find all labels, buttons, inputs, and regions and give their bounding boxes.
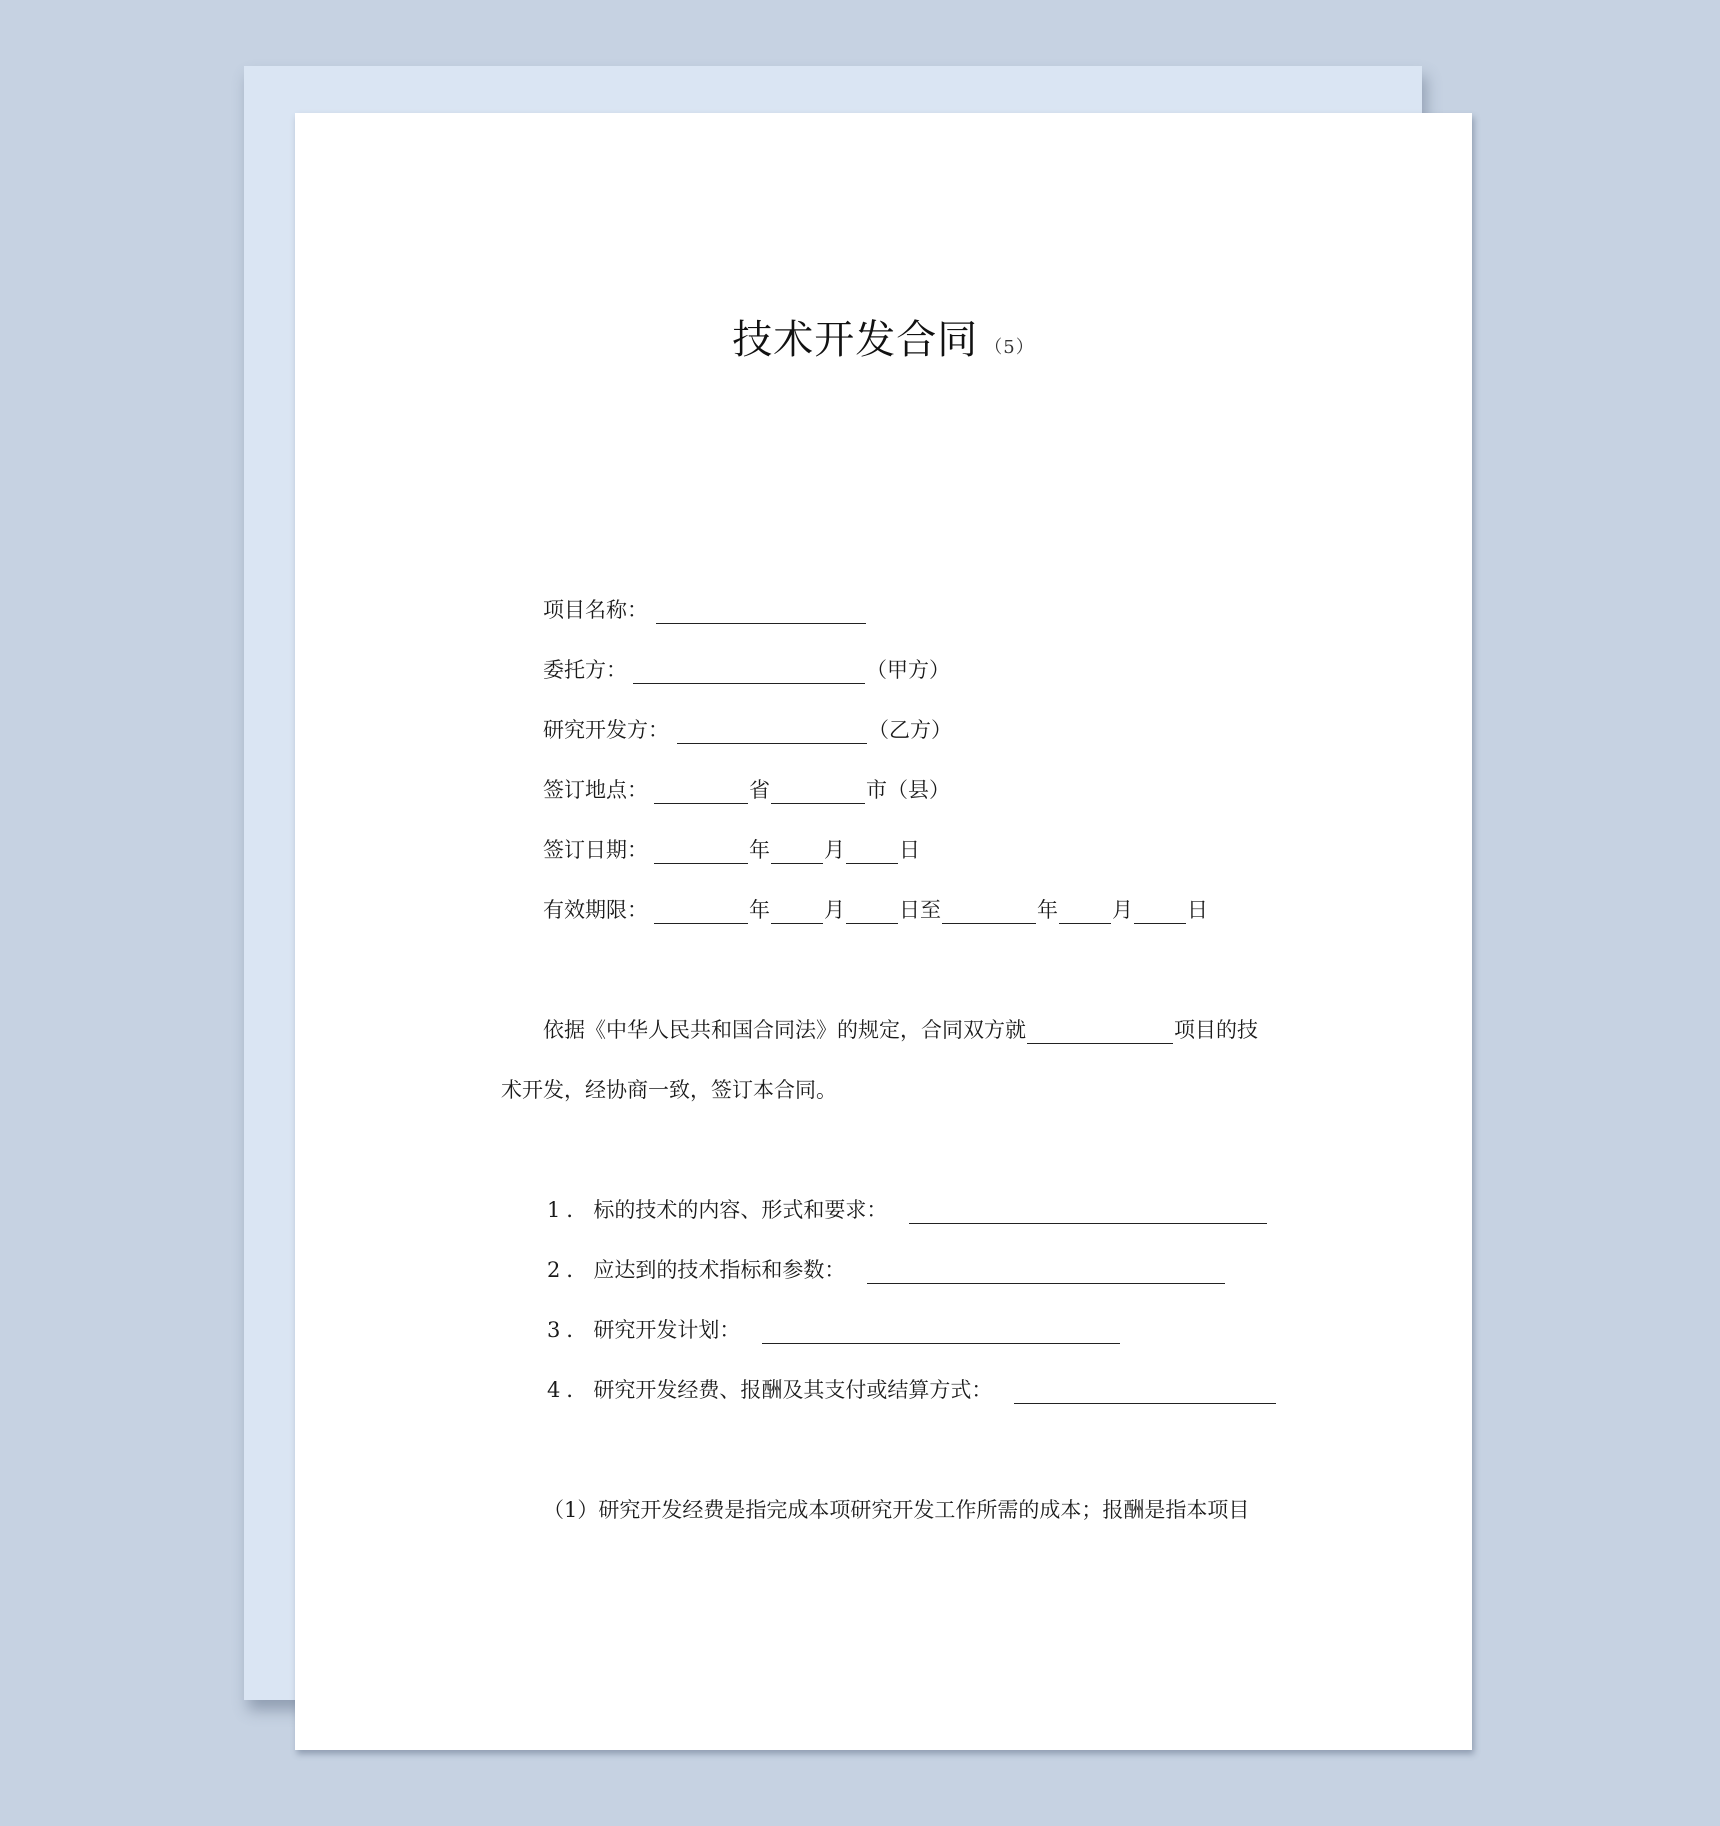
clause-number: 3． (547, 1318, 594, 1342)
preamble-line-2 (501, 1076, 837, 1104)
month-label: 月 (824, 838, 845, 862)
month-blank[interactable] (771, 841, 823, 864)
day-label: 日 (1187, 898, 1208, 922)
clause-3-blank[interactable] (762, 1321, 1120, 1344)
subclause-number: （1） (543, 1498, 599, 1522)
field-client (543, 656, 950, 684)
clause-4 (547, 1376, 1277, 1404)
preamble-text: 术开发，经协商一致，签订本合同。 (501, 1078, 837, 1102)
field-suffix: （乙方） (868, 718, 952, 742)
field-developer (543, 716, 952, 744)
city-label: 市（县） (866, 778, 950, 802)
clause-4-blank[interactable] (1014, 1381, 1276, 1404)
preamble-line-1 (543, 1016, 1258, 1044)
document-page (295, 113, 1472, 1750)
clause-number: 2． (547, 1258, 594, 1282)
start-day-blank[interactable] (846, 901, 898, 924)
field-suffix: （甲方） (866, 658, 950, 682)
subclause-text: 研究开发经费是指完成本项研究开发工作所需的成本；报酬是指本项目 (598, 1498, 1250, 1522)
developer-blank[interactable] (677, 721, 867, 744)
month-label: 月 (824, 898, 845, 922)
field-project-name (543, 596, 867, 624)
field-label: 签订地点： (543, 778, 648, 802)
field-validity (543, 896, 1208, 924)
day-blank[interactable] (846, 841, 898, 864)
subclause-1 (543, 1496, 1249, 1524)
clause-number: 1． (547, 1198, 594, 1222)
preamble-text: 项目的技 (1174, 1018, 1258, 1042)
clause-text: 应达到的技术指标和参数： (593, 1258, 846, 1282)
field-label: 项目名称： (543, 598, 648, 622)
preamble-text: 依据《中华人民共和国合同法》的规定，合同双方就 (543, 1018, 1026, 1042)
year-blank[interactable] (654, 841, 748, 864)
clause-2-blank[interactable] (867, 1261, 1225, 1284)
month-label: 月 (1112, 898, 1133, 922)
field-sign-place (543, 776, 950, 804)
clause-text: 标的技术的内容、形式和要求： (593, 1198, 888, 1222)
clause-text: 研究开发计划： (593, 1318, 741, 1342)
field-label: 研究开发方： (543, 718, 669, 742)
field-label: 委托方： (543, 658, 627, 682)
city-blank[interactable] (771, 781, 865, 804)
clause-1-blank[interactable] (909, 1201, 1267, 1224)
title-text: 技术开发合同 (732, 317, 979, 363)
start-month-blank[interactable] (771, 901, 823, 924)
clause-text: 研究开发经费、报酬及其支付或结算方式： (593, 1378, 993, 1402)
clause-3 (547, 1316, 1121, 1344)
project-name-blank[interactable] (656, 601, 866, 624)
end-day-blank[interactable] (1134, 901, 1186, 924)
day-to-label: 日至 (899, 898, 941, 922)
client-blank[interactable] (633, 661, 865, 684)
year-label: 年 (1037, 898, 1058, 922)
clause-2 (547, 1256, 1226, 1284)
end-year-blank[interactable] (942, 901, 1036, 924)
clause-1 (547, 1196, 1268, 1224)
clause-number: 4． (547, 1378, 594, 1402)
project-blank[interactable] (1027, 1021, 1173, 1044)
day-label: 日 (899, 838, 920, 862)
year-label: 年 (749, 898, 770, 922)
start-year-blank[interactable] (654, 901, 748, 924)
province-label: 省 (749, 778, 770, 802)
year-label: 年 (749, 838, 770, 862)
province-blank[interactable] (654, 781, 748, 804)
field-sign-date (543, 836, 920, 864)
field-label: 签订日期： (543, 838, 648, 862)
title-suffix: （5） (984, 337, 1035, 358)
end-month-blank[interactable] (1059, 901, 1111, 924)
document-title (295, 308, 1472, 365)
field-label: 有效期限： (543, 898, 648, 922)
